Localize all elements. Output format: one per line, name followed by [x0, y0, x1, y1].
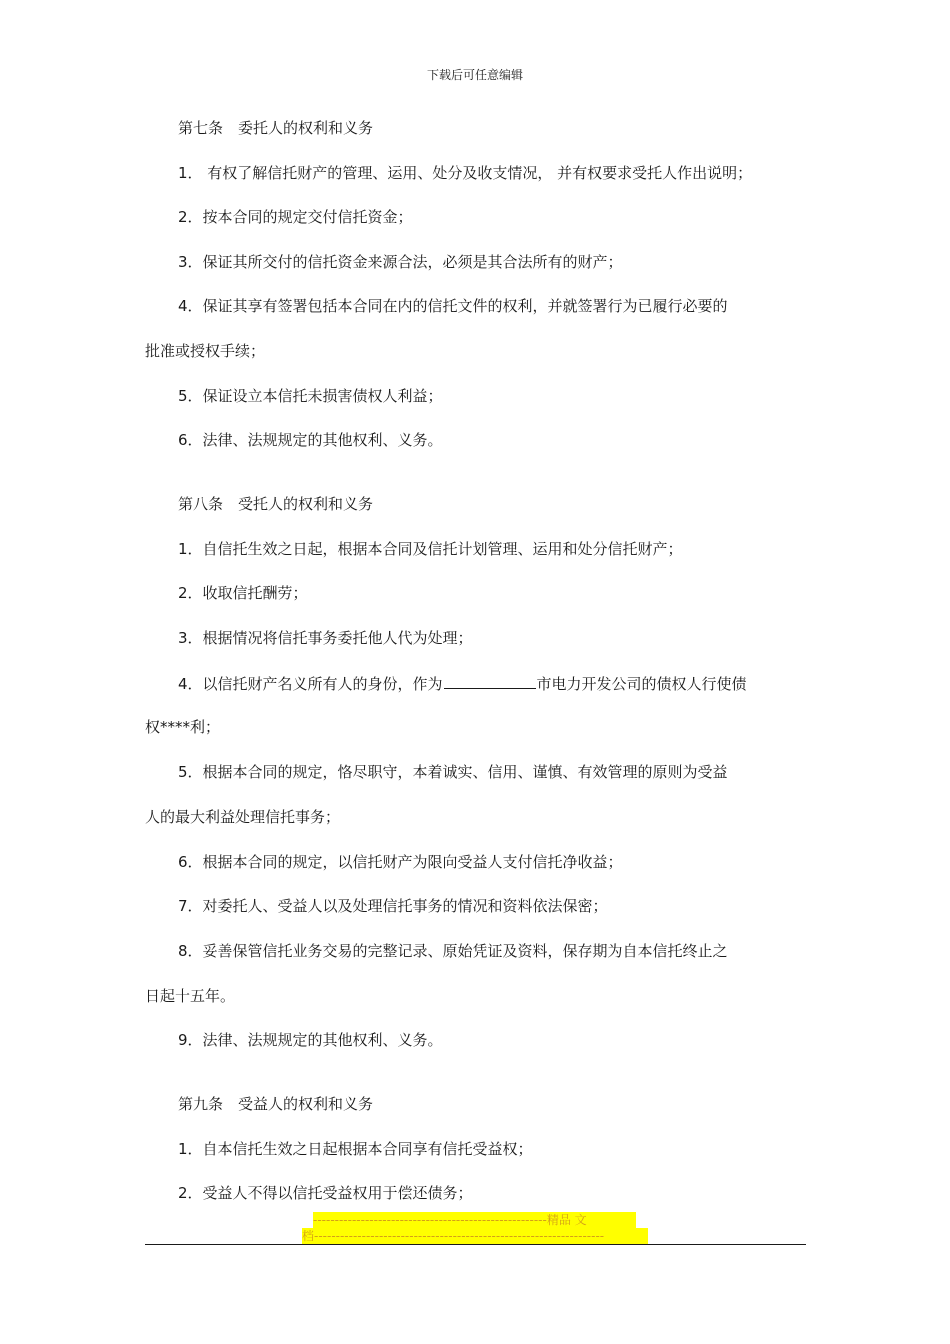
paragraph-line: 人的最大利益处理信托事务；	[145, 808, 341, 826]
footer-rule	[145, 1244, 806, 1245]
paragraph-line: 2．受益人不得以信托受益权用于偿还债务；	[178, 1184, 473, 1202]
page-header: 下载后可任意编辑	[426, 68, 523, 82]
blank-line-prefix: 4．以信托财产名义所有人的身份，作为	[178, 675, 443, 693]
paragraph-line: 5．根据本合同的规定，恪尽职守，本着诚实、信用、谨慎、有效管理的原则为受益	[178, 763, 728, 781]
footer-watermark-line-2: 档-------------------------------------------------------------------	[302, 1228, 648, 1244]
paragraph-line: 1． 有权了解信托财产的管理、运用、处分及收支情况， 并有权要求受托人作出说明；	[178, 164, 753, 182]
paragraph-line: 9．法律、法规规定的其他权利、义务。	[178, 1031, 443, 1049]
article-7-heading: 第七条 委托人的权利和义务	[178, 119, 374, 137]
paragraph-line: 3．根据情况将信托事务委托他人代为处理；	[178, 629, 473, 647]
paragraph-line: 6．根据本合同的规定，以信托财产为限向受益人支付信托净收益；	[178, 853, 623, 871]
paragraph-line: 8．妥善保管信托业务交易的完整记录、原始凭证及资料，保存期为自本信托终止之	[178, 942, 728, 960]
blank-line-suffix: 市电力开发公司的债权人行使债	[536, 675, 747, 693]
paragraph-line: 1．自本信托生效之日起根据本合同享有信托受益权；	[178, 1140, 533, 1158]
article-8-heading: 第八条 受托人的权利和义务	[178, 495, 374, 513]
paragraph-line: 2．按本合同的规定交付信托资金；	[178, 208, 413, 226]
paragraph-line: 日起十五年。	[145, 987, 236, 1005]
paragraph-line: 5．保证设立本信托未损害债权人利益；	[178, 387, 443, 405]
paragraph-line-with-blank	[178, 673, 747, 694]
paragraph-line: 4．保证其享有签署包括本合同在内的信托文件的权利，并就签署行为已履行必要的	[178, 297, 728, 315]
paragraph-line: 权****利；	[145, 718, 221, 736]
fill-in-blank	[444, 673, 536, 689]
paragraph-line: 6．法律、法规规定的其他权利、义务。	[178, 431, 443, 449]
paragraph-line: 批准或授权手续；	[145, 342, 266, 360]
paragraph-line: 7．对委托人、受益人以及处理信托事务的情况和资料依法保密；	[178, 897, 608, 915]
footer-watermark-line-1: ------------------------------------------------------精品 文	[313, 1212, 636, 1228]
paragraph-line: 1．自信托生效之日起，根据本合同及信托计划管理、运用和处分信托财产；	[178, 540, 683, 558]
paragraph-line: 3．保证其所交付的信托资金来源合法，必须是其合法所有的财产；	[178, 253, 623, 271]
article-9-heading: 第九条 受益人的权利和义务	[178, 1095, 374, 1113]
paragraph-line: 2．收取信托酬劳；	[178, 584, 308, 602]
